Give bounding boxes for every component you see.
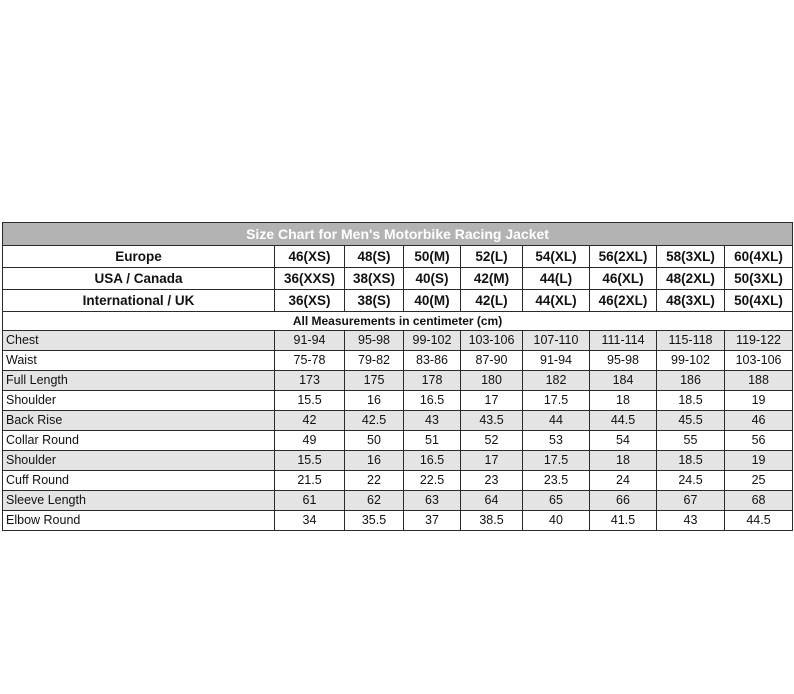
measurement-value-cell: 91-94 <box>523 351 590 371</box>
size-value-cell: 48(3XL) <box>657 290 725 312</box>
measurement-value-cell: 45.5 <box>657 411 725 431</box>
size-value-cell: 48(S) <box>345 246 404 268</box>
size-value-cell: 60(4XL) <box>725 246 793 268</box>
measurement-value-cell: 119-122 <box>725 331 793 351</box>
measurement-value-cell: 23 <box>461 471 523 491</box>
measurement-label: Elbow Round <box>3 511 275 531</box>
measurement-value-cell: 56 <box>725 431 793 451</box>
size-value-cell: 36(XXS) <box>275 268 345 290</box>
measurement-value-cell: 79-82 <box>345 351 404 371</box>
measurement-value-cell: 22.5 <box>404 471 461 491</box>
measurement-label: Back Rise <box>3 411 275 431</box>
measurement-value-cell: 50 <box>345 431 404 451</box>
measurement-value-cell: 91-94 <box>275 331 345 351</box>
measurement-label: Cuff Round <box>3 471 275 491</box>
measurement-row <box>3 431 793 451</box>
measurement-value-cell: 19 <box>725 391 793 411</box>
measurement-label: Collar Round <box>3 431 275 451</box>
size-value-cell: 44(XL) <box>523 290 590 312</box>
measurement-value-cell: 24.5 <box>657 471 725 491</box>
size-value-cell: 38(XS) <box>345 268 404 290</box>
measurement-value-cell: 22 <box>345 471 404 491</box>
measurement-value-cell: 95-98 <box>345 331 404 351</box>
measurement-row <box>3 411 793 431</box>
size-value-cell: 42(M) <box>461 268 523 290</box>
measurement-note-row <box>3 312 793 331</box>
measurement-value-cell: 54 <box>590 431 657 451</box>
measurement-value-cell: 18 <box>590 451 657 471</box>
measurement-row <box>3 471 793 491</box>
measurement-value-cell: 66 <box>590 491 657 511</box>
measurement-value-cell: 44.5 <box>725 511 793 531</box>
measurement-value-cell: 68 <box>725 491 793 511</box>
measurement-value-cell: 21.5 <box>275 471 345 491</box>
measurement-value-cell: 34 <box>275 511 345 531</box>
measurement-value-cell: 46 <box>725 411 793 431</box>
measurement-value-cell: 23.5 <box>523 471 590 491</box>
size-value-cell: 50(3XL) <box>725 268 793 290</box>
measurement-value-cell: 65 <box>523 491 590 511</box>
measurement-value-cell: 173 <box>275 371 345 391</box>
measurement-value-cell: 75-78 <box>275 351 345 371</box>
measurement-row <box>3 351 793 371</box>
measurement-value-cell: 43 <box>657 511 725 531</box>
measurement-value-cell: 35.5 <box>345 511 404 531</box>
size-conversion-row <box>3 246 793 268</box>
size-value-cell: 36(XS) <box>275 290 345 312</box>
size-value-cell: 42(L) <box>461 290 523 312</box>
measurement-value-cell: 18.5 <box>657 451 725 471</box>
measurement-value-cell: 51 <box>404 431 461 451</box>
size-value-cell: 58(3XL) <box>657 246 725 268</box>
measurement-label: Full Length <box>3 371 275 391</box>
measurement-value-cell: 49 <box>275 431 345 451</box>
measurement-value-cell: 111-114 <box>590 331 657 351</box>
size-conversion-row <box>3 290 793 312</box>
measurement-value-cell: 186 <box>657 371 725 391</box>
measurement-value-cell: 37 <box>404 511 461 531</box>
size-value-cell: 46(XL) <box>590 268 657 290</box>
measurement-value-cell: 83-86 <box>404 351 461 371</box>
measurement-value-cell: 44.5 <box>590 411 657 431</box>
measurement-value-cell: 115-118 <box>657 331 725 351</box>
measurement-value-cell: 182 <box>523 371 590 391</box>
size-value-cell: 56(2XL) <box>590 246 657 268</box>
chart-title: Size Chart for Men's Motorbike Racing Jacket <box>3 223 793 246</box>
measurement-value-cell: 55 <box>657 431 725 451</box>
size-value-cell: 48(2XL) <box>657 268 725 290</box>
size-value-cell: 54(XL) <box>523 246 590 268</box>
measurement-value-cell: 17.5 <box>523 391 590 411</box>
size-value-cell: 46(XS) <box>275 246 345 268</box>
size-value-cell: 50(M) <box>404 246 461 268</box>
size-chart-table <box>2 222 793 531</box>
measurement-value-cell: 16 <box>345 391 404 411</box>
measurement-note: All Measurements in centimeter (cm) <box>3 312 793 331</box>
size-chart-body <box>3 223 793 531</box>
measurement-value-cell: 99-102 <box>657 351 725 371</box>
size-value-cell: 44(L) <box>523 268 590 290</box>
size-value-cell: 50(4XL) <box>725 290 793 312</box>
size-value-cell: 46(2XL) <box>590 290 657 312</box>
measurement-value-cell: 38.5 <box>461 511 523 531</box>
measurement-value-cell: 19 <box>725 451 793 471</box>
size-value-cell: 40(M) <box>404 290 461 312</box>
size-region-label: Europe <box>3 246 275 268</box>
measurement-row <box>3 451 793 471</box>
measurement-value-cell: 67 <box>657 491 725 511</box>
measurement-value-cell: 62 <box>345 491 404 511</box>
measurement-value-cell: 25 <box>725 471 793 491</box>
measurement-value-cell: 16 <box>345 451 404 471</box>
measurement-value-cell: 103-106 <box>461 331 523 351</box>
measurement-label: Chest <box>3 331 275 351</box>
measurement-value-cell: 178 <box>404 371 461 391</box>
measurement-value-cell: 188 <box>725 371 793 391</box>
measurement-value-cell: 175 <box>345 371 404 391</box>
measurement-value-cell: 17.5 <box>523 451 590 471</box>
measurement-value-cell: 53 <box>523 431 590 451</box>
measurement-value-cell: 61 <box>275 491 345 511</box>
measurement-value-cell: 95-98 <box>590 351 657 371</box>
measurement-value-cell: 15.5 <box>275 391 345 411</box>
measurement-row <box>3 371 793 391</box>
measurement-value-cell: 16.5 <box>404 391 461 411</box>
measurement-row <box>3 331 793 351</box>
measurement-value-cell: 107-110 <box>523 331 590 351</box>
measurement-value-cell: 99-102 <box>404 331 461 351</box>
measurement-value-cell: 43 <box>404 411 461 431</box>
measurement-value-cell: 15.5 <box>275 451 345 471</box>
measurement-value-cell: 42.5 <box>345 411 404 431</box>
measurement-value-cell: 17 <box>461 451 523 471</box>
size-region-label: International / UK <box>3 290 275 312</box>
measurement-label: Shoulder <box>3 391 275 411</box>
measurement-value-cell: 17 <box>461 391 523 411</box>
measurement-value-cell: 18.5 <box>657 391 725 411</box>
measurement-label: Waist <box>3 351 275 371</box>
size-value-cell: 40(S) <box>404 268 461 290</box>
measurement-value-cell: 103-106 <box>725 351 793 371</box>
measurement-label: Sleeve Length <box>3 491 275 511</box>
measurement-row <box>3 391 793 411</box>
measurement-row <box>3 491 793 511</box>
measurement-value-cell: 63 <box>404 491 461 511</box>
measurement-value-cell: 16.5 <box>404 451 461 471</box>
measurement-value-cell: 87-90 <box>461 351 523 371</box>
measurement-value-cell: 180 <box>461 371 523 391</box>
measurement-value-cell: 40 <box>523 511 590 531</box>
measurement-value-cell: 43.5 <box>461 411 523 431</box>
measurement-value-cell: 64 <box>461 491 523 511</box>
chart-title-row <box>3 223 793 246</box>
measurement-value-cell: 184 <box>590 371 657 391</box>
measurement-value-cell: 24 <box>590 471 657 491</box>
measurement-value-cell: 44 <box>523 411 590 431</box>
size-region-label: USA / Canada <box>3 268 275 290</box>
measurement-value-cell: 18 <box>590 391 657 411</box>
measurement-value-cell: 52 <box>461 431 523 451</box>
size-value-cell: 52(L) <box>461 246 523 268</box>
measurement-label: Shoulder <box>3 451 275 471</box>
measurement-value-cell: 41.5 <box>590 511 657 531</box>
measurement-value-cell: 42 <box>275 411 345 431</box>
size-conversion-row <box>3 268 793 290</box>
size-value-cell: 38(S) <box>345 290 404 312</box>
measurement-row <box>3 511 793 531</box>
